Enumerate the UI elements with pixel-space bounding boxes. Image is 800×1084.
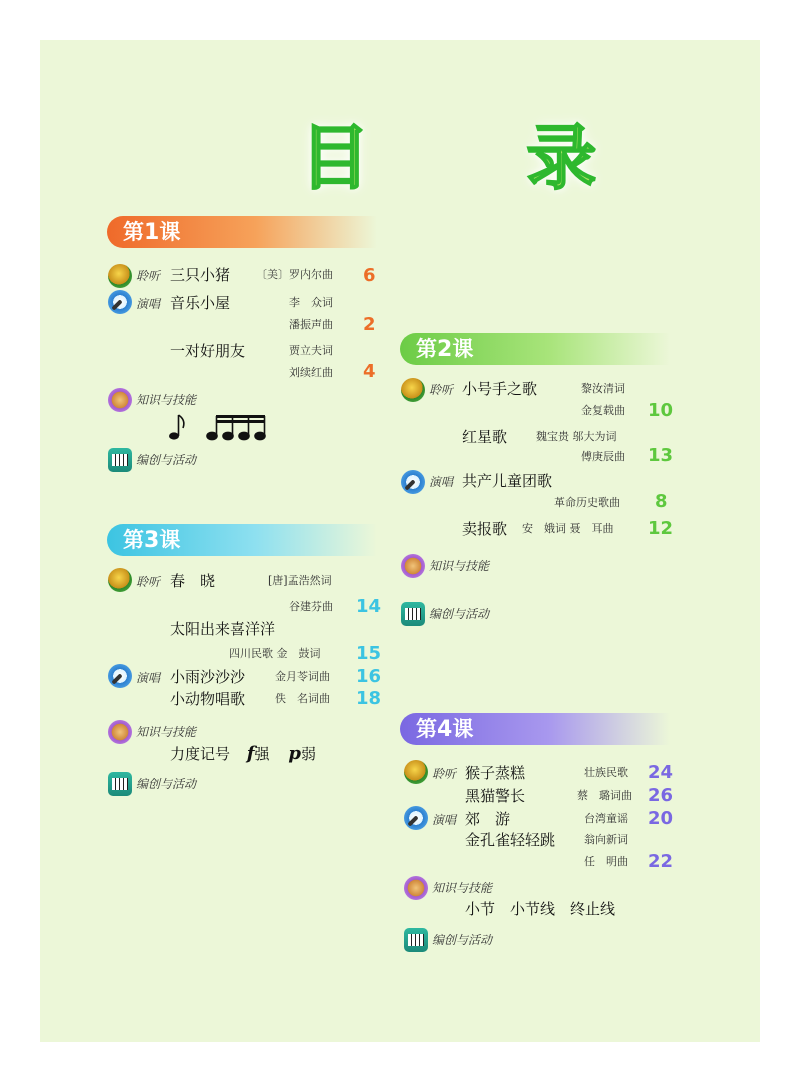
song-title[interactable]: 红星歌 [462,428,508,446]
listen-label: 聆听 [429,383,454,397]
listen-icon [401,378,425,402]
forte-text: 强 [254,745,270,763]
song-credit: 贾立夫词 [289,344,333,357]
song-credit: 刘续红曲 [289,366,333,379]
lesson-4-banner-pre: 第 [416,717,437,741]
lesson-2-banner[interactable] [400,333,670,365]
song-title[interactable]: 三只小猪 [170,266,231,284]
microphone-icon [108,290,132,314]
lesson-4-banner[interactable] [400,713,670,745]
song-credit: 蔡 璐词曲 [577,789,632,802]
song-credit: 谷建芬曲 [289,600,333,613]
lesson-3-banner-pre: 第 [123,528,144,552]
song-credit: 黎汝清词 [581,382,625,395]
song-credit: 台湾童谣 [584,812,628,825]
song-credit: 金月苓词曲 [275,670,330,683]
page-number[interactable]: 16 [356,666,382,687]
create-label[interactable]: 编创与活动 [432,933,493,947]
books-icon [108,388,132,412]
song-credit: 〔美〕罗内尔曲 [256,268,333,281]
song-credit: 魏宝贵 邬大为词 [536,430,617,443]
page-number[interactable]: 8 [655,491,668,512]
piano-icon [108,448,132,472]
song-credit: 翁向新词 [584,833,628,846]
page-number[interactable]: 14 [356,596,382,617]
song-credit: [唐]孟浩然词 [268,574,332,587]
song-credit: 安 娥词 聂 耳曲 [522,522,614,535]
microphone-icon [108,664,132,688]
song-title[interactable]: 音乐小屋 [170,294,231,312]
knowledge-label[interactable]: 知识与技能 [429,559,490,573]
song-credit: 李 众词 [289,296,333,309]
lesson-4-banner-post: 课 [452,717,474,741]
song-credit: 潘振声曲 [289,318,333,331]
song-title[interactable]: 黑猫警长 [465,787,526,805]
piano-text: 弱 [300,745,316,763]
song-title[interactable]: 一对好朋友 [170,342,246,360]
song-credit: 任 明曲 [584,855,628,868]
listen-label: 聆听 [136,575,161,589]
page-number[interactable]: 2 [363,314,376,335]
rhythm-notes-icon [168,412,278,442]
lesson-3-banner-post: 课 [159,528,181,552]
song-title[interactable]: 小雨沙沙沙 [170,668,246,686]
page-number[interactable]: 18 [356,688,382,709]
microphone-icon [401,470,425,494]
lesson-1-banner[interactable] [107,216,377,248]
piano-icon [404,928,428,952]
song-credit: 革命历史歌曲 [554,496,620,509]
page-number[interactable]: 13 [648,445,674,466]
song-credit: 傅庚辰曲 [581,450,625,463]
lesson-2-banner-pre: 第 [416,337,437,361]
sing-label: 演唱 [136,297,161,311]
knowledge-label[interactable]: 知识与技能 [136,393,197,407]
song-title[interactable]: 郊 游 [465,810,511,828]
listen-label: 聆听 [432,767,457,781]
song-title[interactable]: 共产儿童团歌 [462,472,553,490]
sing-label: 演唱 [429,475,454,489]
song-title[interactable]: 太阳出来喜洋洋 [170,620,276,638]
piano-symbol: p [288,743,301,764]
lesson-1-banner-num: 1 [144,220,160,245]
dynamics-label: 力度记号 [170,745,231,763]
page-number[interactable]: 24 [648,762,674,783]
piano-icon [401,602,425,626]
page-number[interactable]: 10 [648,400,674,421]
song-title[interactable]: 小动物唱歌 [170,690,246,708]
piano-icon [108,772,132,796]
books-icon [108,720,132,744]
song-title[interactable]: 小号手之歌 [462,380,538,398]
listen-icon [404,760,428,784]
page-number[interactable]: 22 [648,851,674,872]
listen-icon [108,264,132,288]
create-label[interactable]: 编创与活动 [136,453,197,467]
lesson-3-banner-num: 3 [144,528,160,553]
song-title[interactable]: 春 晓 [170,572,216,590]
create-label[interactable]: 编创与活动 [429,607,490,621]
song-credit: 金复载曲 [581,404,625,417]
song-credit: 四川民歌 金 鼓词 [229,647,321,660]
books-icon [401,554,425,578]
knowledge-label[interactable]: 知识与技能 [432,881,493,895]
create-label[interactable]: 编创与活动 [136,777,197,791]
lesson-4-banner-num: 4 [437,717,453,742]
lesson-2-banner-num: 2 [437,337,453,362]
forte-symbol: f [246,743,255,764]
knowledge-topics: 小节 小节线 终止线 [465,900,616,918]
page-number[interactable]: 12 [648,518,674,539]
dynamics-line [170,745,316,763]
sing-label: 演唱 [136,671,161,685]
song-title[interactable]: 卖报歌 [462,520,508,538]
lesson-1-banner-post: 课 [159,220,181,244]
books-icon [404,876,428,900]
listen-icon [108,568,132,592]
page-number[interactable]: 6 [363,265,376,286]
lesson-1-banner-pre: 第 [123,220,144,244]
page-title: 目 录 [300,117,663,199]
microphone-icon [404,806,428,830]
lesson-3-banner[interactable] [107,524,377,556]
page-number[interactable]: 4 [363,361,376,382]
page-number[interactable]: 15 [356,643,382,664]
song-title[interactable]: 猴子蒸糕 [465,764,526,782]
song-credit: 佚 名词曲 [275,692,330,705]
lesson-2-banner-post: 课 [452,337,474,361]
sing-label: 演唱 [432,813,457,827]
page-number[interactable]: 20 [648,808,674,829]
knowledge-label[interactable]: 知识与技能 [136,725,197,739]
song-title[interactable]: 金孔雀轻轻跳 [465,831,556,849]
song-credit: 壮族民歌 [584,766,628,779]
page-number[interactable]: 26 [648,785,674,806]
listen-label: 聆听 [136,269,161,283]
